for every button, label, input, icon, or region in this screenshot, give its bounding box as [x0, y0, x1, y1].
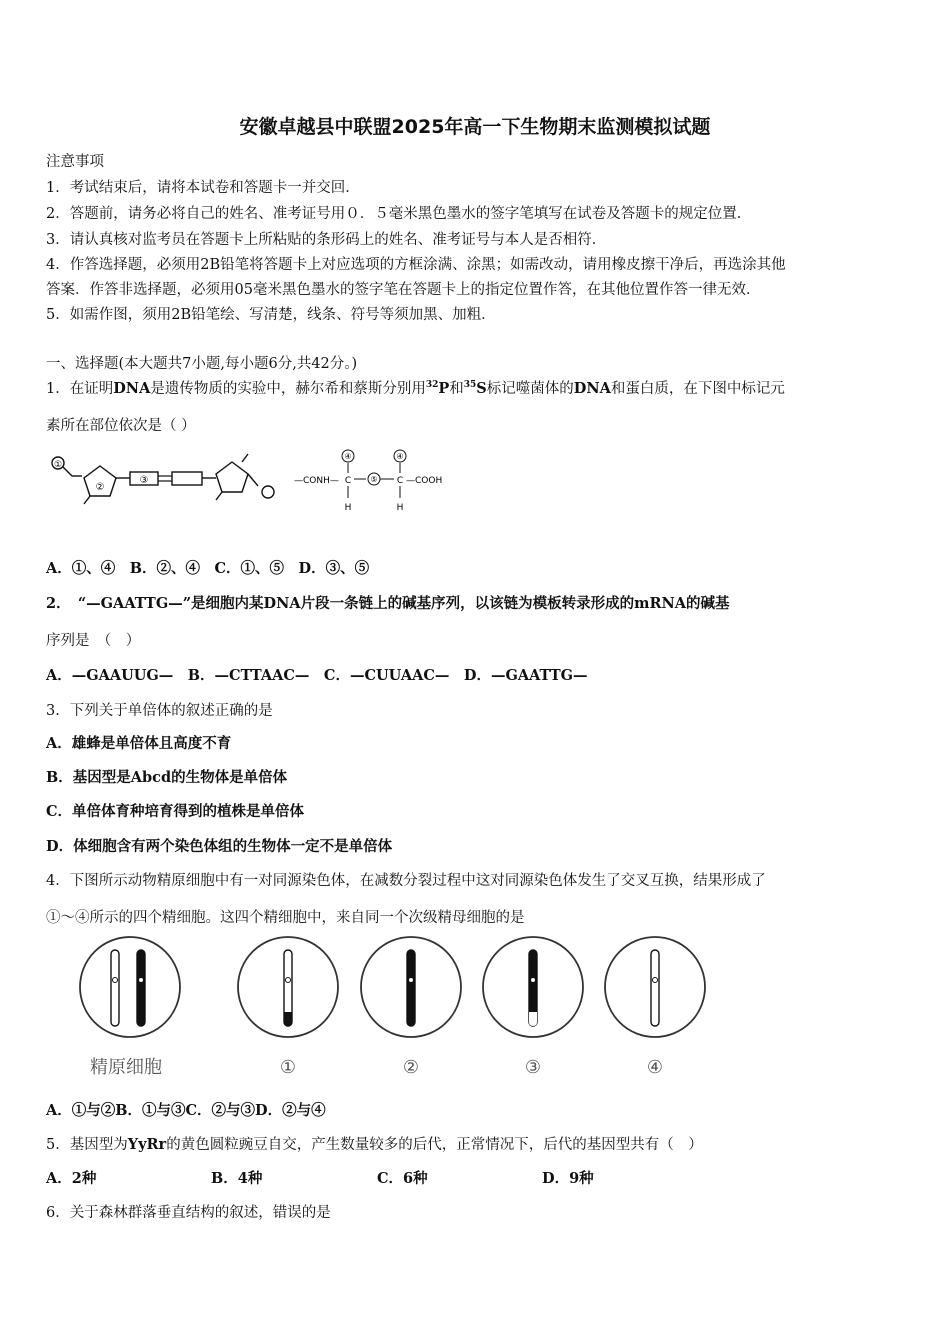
label-3: ③	[139, 475, 149, 486]
q4-stem-line2: ①～④所示的四个精细胞。这四个精细胞中，来自同一个次级精母细胞的是	[46, 910, 525, 926]
chromosome-figure	[70, 935, 710, 1085]
label-5: ⑤	[370, 475, 378, 484]
label-cell-4: ④	[646, 1057, 664, 1078]
section-heading: 一、选择题(本大题共7小题,每小题6分,共42分。)	[46, 356, 358, 372]
q5-option-a: A．2种	[46, 1170, 97, 1187]
label-4a: ④	[344, 452, 352, 461]
q4-stem-line1: 4．下图所示动物精原细胞中有一对同源染色体，在减数分裂过程中这对同源染色体发生了交叉互换，结果形成了	[46, 873, 766, 889]
q3-stem: 3．下列关于单倍体的叙述正确的是	[46, 703, 273, 719]
nucleotide-figure	[46, 448, 286, 518]
q3-option-b: B．基因型是Abcd的生物体是单倍体	[46, 769, 288, 786]
notice-heading: 注意事项	[46, 154, 104, 170]
label-2: ②	[95, 482, 105, 493]
q3-option-d: D．体细胞含有两个染色体组的生物体一定不是单倍体	[46, 838, 393, 855]
notice-item-4-cont: 答案．作答非选择题，必须用05毫米黑色墨水的签字笔在答题卡上的指定位置作答，在其他位置作答一律无效．	[46, 282, 761, 298]
page-title: 安徽卓越县中联盟2025年高一下生物期末监测模拟试题	[239, 116, 711, 138]
svg-text:H: H	[344, 503, 352, 513]
label-1: ①	[53, 460, 63, 470]
label-cell-3: ③	[524, 1057, 542, 1078]
label-spermatogonium: 精原细胞	[90, 1057, 162, 1078]
notice-item-2: 2．答题前，请务必将自己的姓名、准考证号用０．５毫米黑色墨水的签字笔填写在试卷及答题卡的规定位置．	[46, 206, 752, 222]
notice-item-1: 1．考试结束后，请将本试卷和答题卡一并交回．	[46, 180, 360, 196]
q3-option-a: A．雄蜂是单倍体且高度不育	[46, 735, 232, 752]
q2-stem-line2: 序列是 （ ）	[46, 633, 141, 649]
q1-stem-line2: 素所在部位依次是（ ）	[46, 418, 196, 434]
label-cell-2: ②	[402, 1057, 420, 1078]
conh-label: —CONH—	[294, 476, 339, 486]
q5-option-b: B．4种	[211, 1170, 263, 1187]
amino-acid-figure	[294, 446, 454, 516]
label-4b: ④	[396, 452, 404, 461]
svg-text:C: C	[344, 476, 352, 486]
svg-text:C: C	[396, 476, 404, 486]
q1-options: A．①、④ B．②、④ C．①、⑤ D．③、⑤	[46, 560, 370, 577]
q5-option-d: D．9种	[542, 1170, 594, 1187]
notice-item-5: 5．如需作图，须用2B铅笔绘、写清楚，线条、符号等须加黑、加粗．	[46, 307, 496, 323]
q4-options: A．①与②B．①与③C．②与③D．②与④	[46, 1102, 326, 1119]
q6-stem: 6．关于森林群落垂直结构的叙述，错误的是	[46, 1205, 331, 1221]
q5-option-c: C．6种	[377, 1170, 428, 1187]
q2-options: A．—GAAUUG— B．—CTTAAC— C．—CUUAAC— D．—GAATTG—	[46, 667, 588, 684]
notice-item-4: 4．作答选择题，必须用2B铅笔将答题卡上对应选项的方框涂满、涂黑；如需改动，请用橡皮擦干净后，再选涂其他	[46, 257, 786, 273]
svg-text:H: H	[396, 503, 404, 513]
label-cell-1: ①	[279, 1057, 297, 1078]
q3-option-c: C．单倍体育种培育得到的植株是单倍体	[46, 803, 305, 820]
q2-stem-line1: 2． “—GAATTG—”是细胞内某DNA片段一条链上的碱基序列，以该链为模板转录形成的mRNA的碱基	[46, 595, 730, 612]
notice-item-3: 3．请认真核对监考员在答题卡上所粘贴的条形码上的姓名、准考证号与本人是否相符．	[46, 232, 607, 248]
svg-text:—COOH: —COOH	[406, 476, 443, 486]
q5-stem: 5．基因型为YyRr的黄色圆粒豌豆自交，产生数量较多的后代，正常情况下，后代的基因型共有（ ）	[46, 1136, 703, 1153]
q1-stem-line1: 1．在证明DNA是遗传物质的实验中，赫尔希和蔡斯分别用$^{32}$P和$^{35}$S标记噬菌体的DNA和蛋白质，在下图中标记元	[46, 380, 785, 397]
